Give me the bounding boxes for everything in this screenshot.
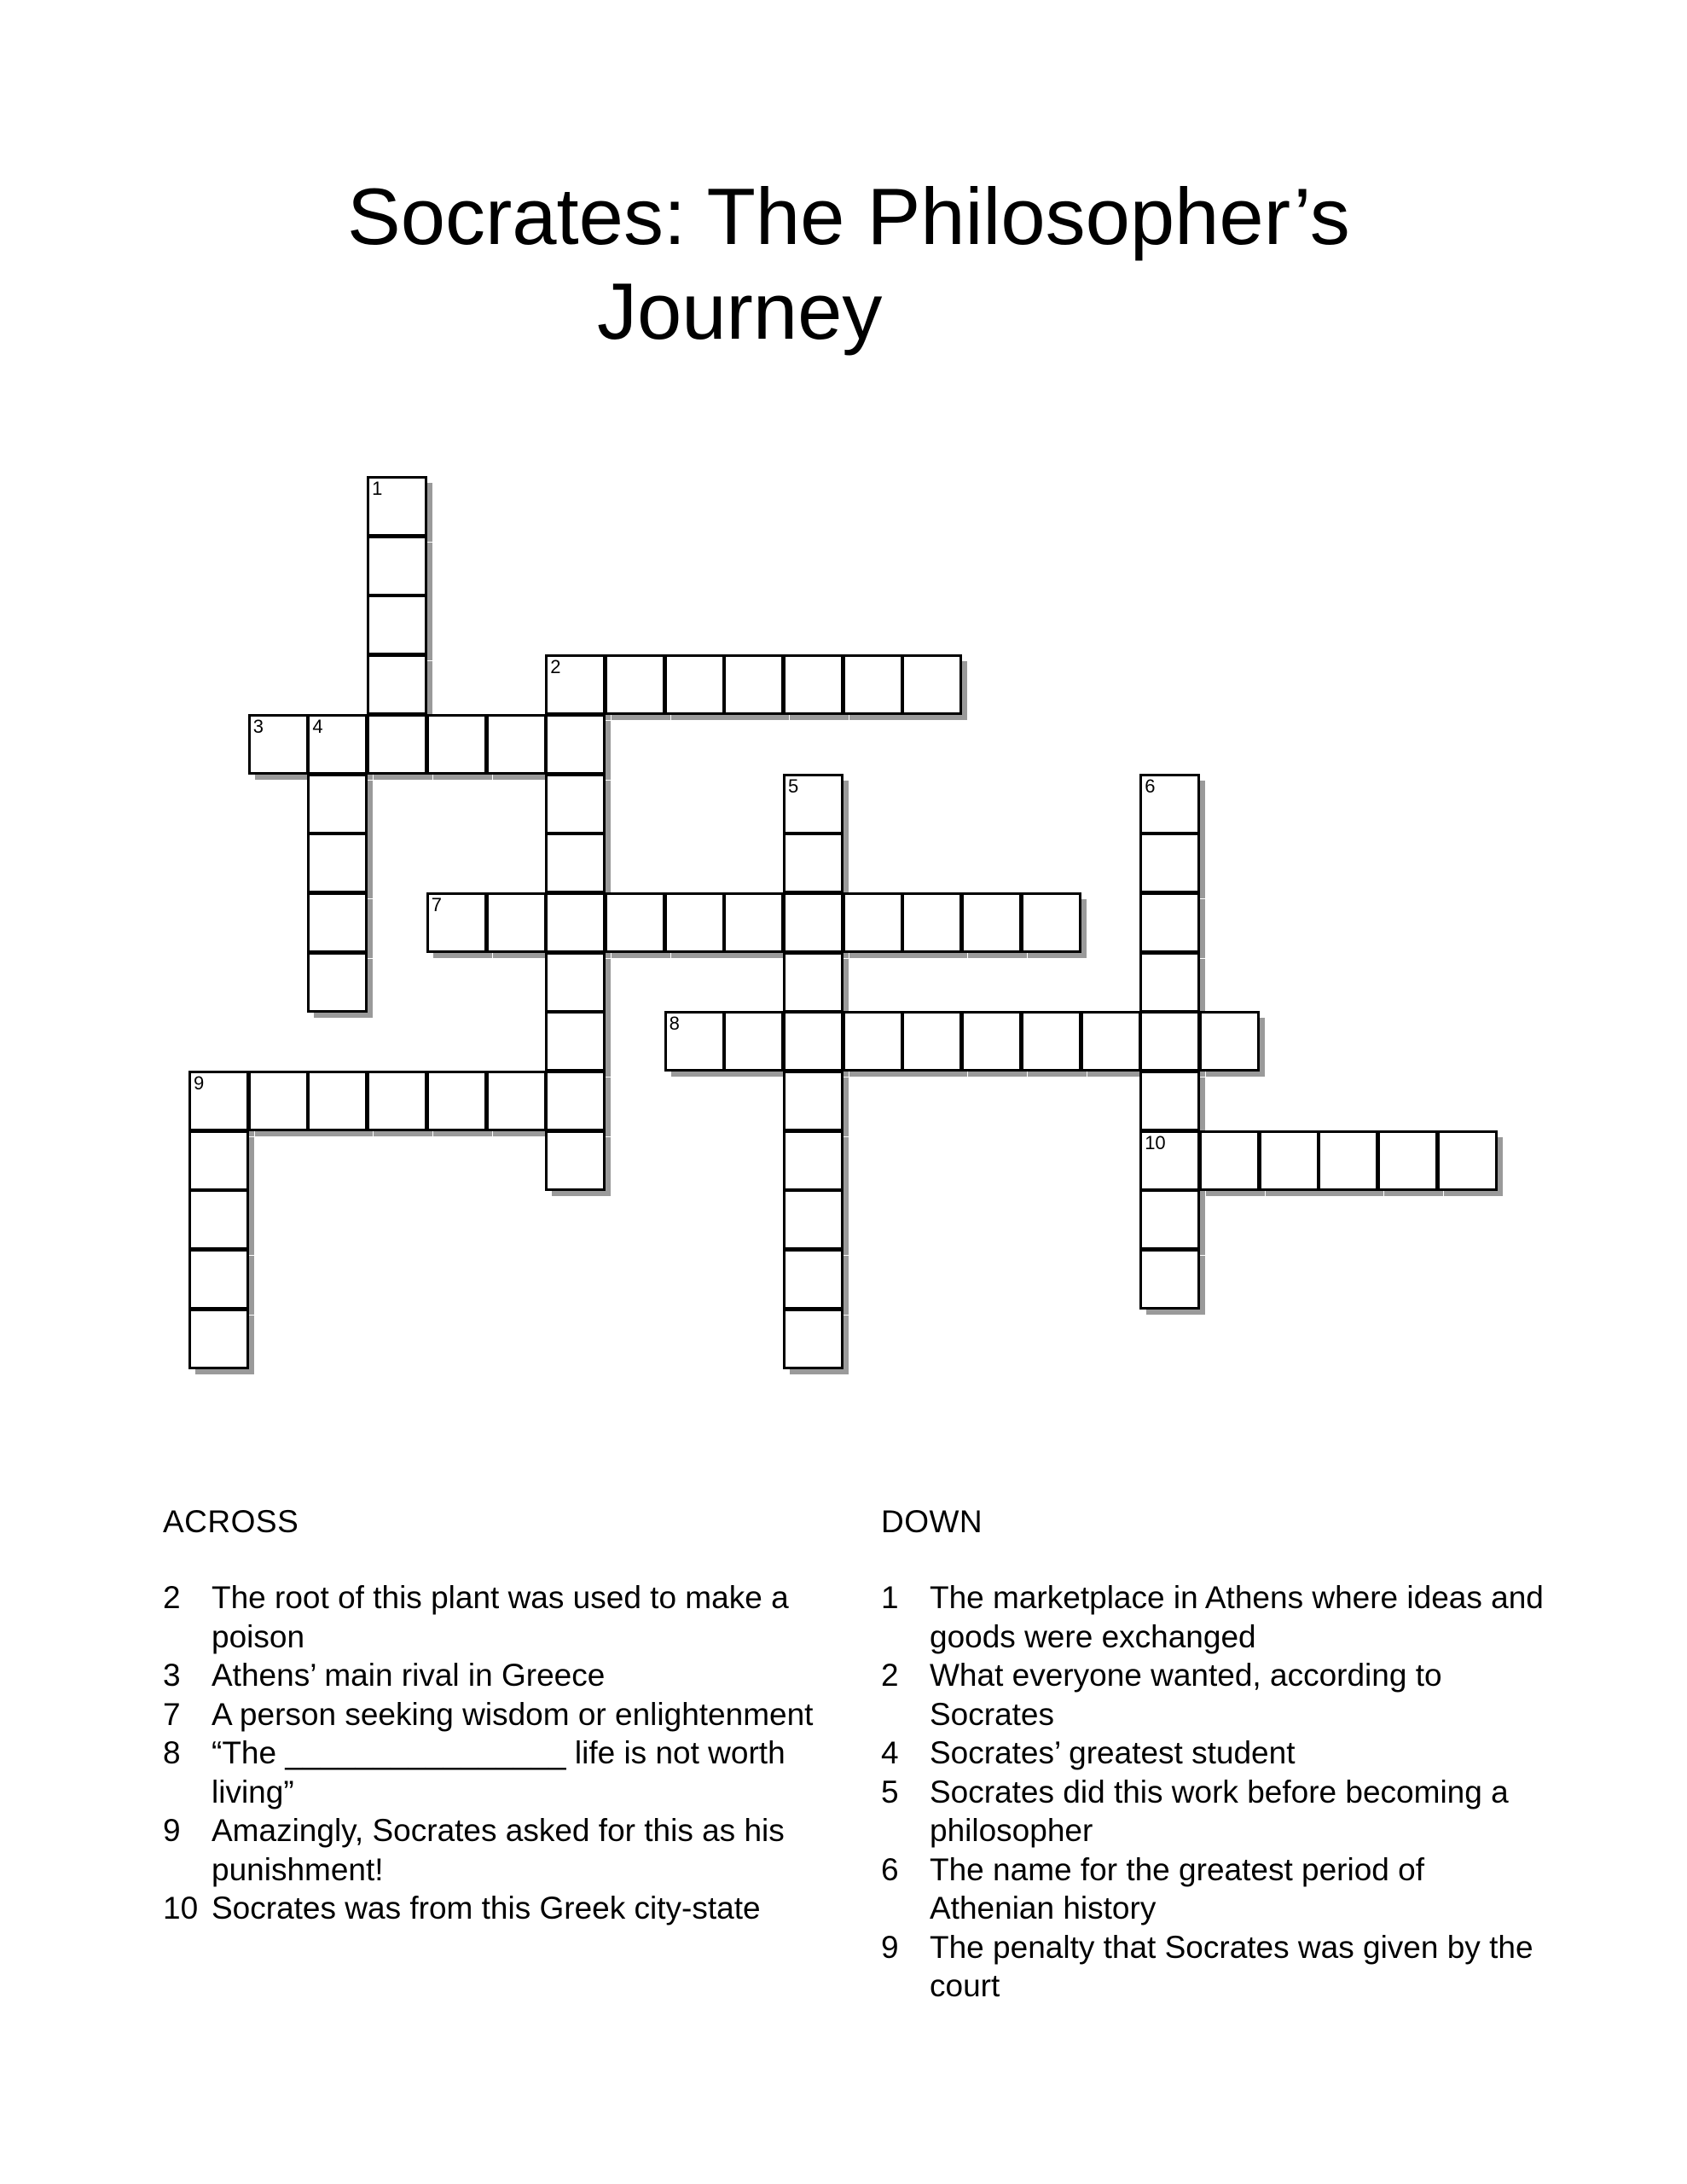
crossword-cell[interactable] xyxy=(307,952,368,1013)
clue-text: “The ________________ life is not worth living” xyxy=(212,1735,786,1809)
crossword-cell[interactable] xyxy=(723,892,784,953)
across-clue xyxy=(163,1695,828,1734)
across-clue xyxy=(163,1889,828,1928)
crossword-cell[interactable] xyxy=(248,1071,309,1131)
down-clue xyxy=(881,1734,1546,1773)
crossword-cell[interactable] xyxy=(188,1189,249,1250)
clue-text: Socrates’ greatest student xyxy=(930,1735,1296,1770)
crossword-cell[interactable] xyxy=(367,714,427,775)
crossword-cell[interactable] xyxy=(664,654,725,715)
crossword-cell[interactable] xyxy=(367,536,427,596)
clue-number: 10 xyxy=(163,1891,199,1926)
crossword-cell[interactable] xyxy=(367,476,427,537)
across-heading: ACROSS xyxy=(163,1504,299,1539)
crossword-cell[interactable] xyxy=(783,774,844,834)
crossword-cell[interactable] xyxy=(1199,1130,1260,1191)
clue-number: 9 xyxy=(194,1072,205,1094)
down-clue xyxy=(881,1656,1546,1734)
crossword-cell[interactable] xyxy=(1377,1130,1438,1191)
clue-number: 6 xyxy=(1145,775,1156,797)
crossword-cell[interactable] xyxy=(367,595,427,655)
crossword-cell[interactable] xyxy=(486,1071,547,1131)
crossword-cell[interactable] xyxy=(307,833,368,893)
clue-number: 2 xyxy=(163,1580,181,1615)
crossword-cell[interactable] xyxy=(1139,1249,1200,1310)
clue-number: 4 xyxy=(312,715,323,737)
clue-number: 10 xyxy=(1145,1131,1166,1153)
crossword-cell[interactable] xyxy=(486,714,547,775)
clue-text: A person seeking wisdom or enlightenment xyxy=(212,1696,814,1732)
crossword-cell[interactable] xyxy=(783,654,844,715)
down-clue xyxy=(881,1850,1546,1928)
crossword-cell[interactable] xyxy=(783,1189,844,1250)
crossword-cell[interactable] xyxy=(783,833,844,893)
crossword-cell[interactable] xyxy=(664,1011,725,1072)
crossword-cell[interactable] xyxy=(1021,892,1081,953)
crossword-cell[interactable] xyxy=(783,892,844,953)
crossword-cell[interactable] xyxy=(1139,952,1200,1013)
crossword-cell[interactable] xyxy=(426,892,487,953)
clue-number: 5 xyxy=(881,1774,899,1809)
crossword-cell[interactable] xyxy=(426,1071,487,1131)
clue-number: 7 xyxy=(163,1696,181,1732)
clue-text: Athens’ main rival in Greece xyxy=(212,1658,606,1693)
crossword-cell[interactable] xyxy=(545,774,606,834)
crossword-cell[interactable] xyxy=(1139,1189,1200,1250)
clue-number: 5 xyxy=(788,775,799,797)
crossword-cell[interactable] xyxy=(188,1249,249,1310)
across-clue xyxy=(163,1578,828,1656)
crossword-cell[interactable] xyxy=(307,714,368,775)
crossword-cell[interactable] xyxy=(1259,1130,1319,1191)
down-clue xyxy=(881,1773,1546,1850)
clue-number: 3 xyxy=(252,715,264,737)
crossword-cell[interactable] xyxy=(1437,1130,1498,1191)
clue-number: 8 xyxy=(163,1735,181,1770)
clue-number: 1 xyxy=(372,478,383,499)
crossword-cell[interactable] xyxy=(783,1071,844,1131)
crossword-cell[interactable] xyxy=(545,1011,606,1072)
clue-number: 4 xyxy=(881,1735,899,1770)
crossword-cell[interactable] xyxy=(783,1130,844,1191)
crossword-cell[interactable] xyxy=(248,714,309,775)
across-clue xyxy=(163,1811,828,1889)
clue-number: 3 xyxy=(163,1658,181,1693)
crossword-cell[interactable] xyxy=(545,1130,606,1191)
crossword-cell[interactable] xyxy=(1081,1011,1141,1072)
page-title-line-1: Socrates: The Philosopher’s xyxy=(347,171,1350,261)
crossword-cell[interactable] xyxy=(901,1011,962,1072)
crossword-cell[interactable] xyxy=(188,1130,249,1191)
clue-number: 6 xyxy=(881,1851,899,1887)
crossword-cell[interactable] xyxy=(1139,833,1200,893)
page-title-line-2: Journey xyxy=(597,266,883,356)
crossword-cell[interactable] xyxy=(783,1249,844,1310)
clue-text: Socrates was from this Greek city-state xyxy=(212,1891,761,1926)
crossword-cell[interactable] xyxy=(545,833,606,893)
crossword-cell[interactable] xyxy=(1139,1011,1200,1072)
crossword-cell[interactable] xyxy=(961,892,1022,953)
crossword-cell[interactable] xyxy=(1199,1011,1260,1072)
clue-text: Amazingly, Socrates asked for this as his punishment! xyxy=(212,1813,785,1887)
crossword-cell[interactable] xyxy=(545,714,606,775)
crossword-cell[interactable] xyxy=(901,892,962,953)
crossword-cell[interactable] xyxy=(723,654,784,715)
down-clue xyxy=(881,1928,1546,2006)
crossword-cell[interactable] xyxy=(723,1011,784,1072)
clue-number: 1 xyxy=(881,1580,899,1615)
crossword-cell[interactable] xyxy=(783,1309,844,1369)
across-clue-list xyxy=(163,1578,828,1928)
across-clue xyxy=(163,1734,828,1811)
crossword-cell[interactable] xyxy=(545,654,606,715)
down-clue-list xyxy=(881,1578,1546,2006)
crossword-cell[interactable] xyxy=(783,1011,844,1072)
crossword-cell[interactable] xyxy=(783,952,844,1013)
clue-text: The penalty that Socrates was given by the court xyxy=(930,1929,1533,2003)
clue-text: The name for the greatest period of Athenian history xyxy=(930,1851,1425,1926)
clue-number: 2 xyxy=(881,1658,899,1693)
crossword-cell[interactable] xyxy=(1139,892,1200,953)
clue-text: Socrates did this work before becoming a philosopher xyxy=(930,1774,1509,1848)
clue-number: 2 xyxy=(550,656,561,678)
crossword-cell[interactable] xyxy=(426,714,487,775)
across-clue xyxy=(163,1656,828,1695)
clue-number: 9 xyxy=(163,1813,181,1848)
down-clue xyxy=(881,1578,1546,1656)
clue-text: The marketplace in Athens where ideas and goods were exchanged xyxy=(930,1580,1544,1654)
crossword-cell[interactable] xyxy=(188,1071,249,1131)
crossword-cell[interactable] xyxy=(545,952,606,1013)
crossword-cell[interactable] xyxy=(605,892,665,953)
crossword-cell[interactable] xyxy=(843,1011,903,1072)
crossword-cell[interactable] xyxy=(545,1071,606,1131)
clue-text: The root of this plant was used to make a poison xyxy=(212,1580,789,1654)
crossword-cell[interactable] xyxy=(307,774,368,834)
crossword-cell[interactable] xyxy=(367,1071,427,1131)
crossword-cell[interactable] xyxy=(605,654,665,715)
crossword-cell[interactable] xyxy=(1021,1011,1081,1072)
clue-number: 7 xyxy=(431,893,443,915)
crossword-cell[interactable] xyxy=(367,654,427,715)
crossword-cell[interactable] xyxy=(307,892,368,953)
clue-number: 8 xyxy=(669,1013,680,1035)
crossword-cell[interactable] xyxy=(901,654,962,715)
crossword-cell[interactable] xyxy=(1139,1071,1200,1131)
crossword-cell[interactable] xyxy=(188,1309,249,1369)
crossword-cell[interactable] xyxy=(843,892,903,953)
clue-text: What everyone wanted, according to Socrates xyxy=(930,1658,1442,1732)
crossword-cell[interactable] xyxy=(307,1071,368,1131)
crossword-cell[interactable] xyxy=(1139,1130,1200,1191)
crossword-cell[interactable] xyxy=(843,654,903,715)
crossword-cell[interactable] xyxy=(961,1011,1022,1072)
crossword-cell[interactable] xyxy=(1139,774,1200,834)
crossword-cell[interactable] xyxy=(486,892,547,953)
crossword-cell[interactable] xyxy=(545,892,606,953)
down-heading: DOWN xyxy=(881,1504,983,1539)
crossword-cell[interactable] xyxy=(1318,1130,1378,1191)
crossword-cell[interactable] xyxy=(664,892,725,953)
clue-number: 9 xyxy=(881,1929,899,1965)
